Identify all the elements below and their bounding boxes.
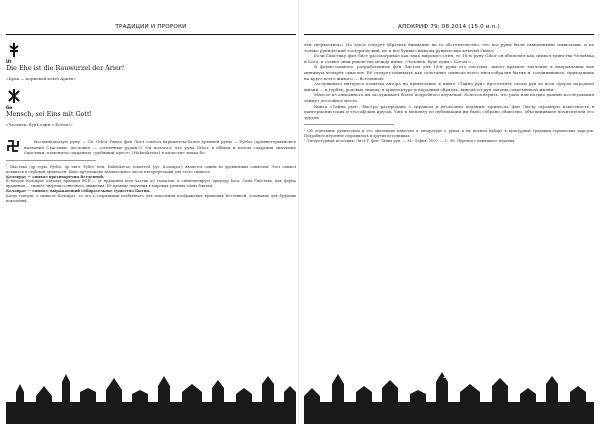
rune-ge-label: Ge bbox=[6, 104, 13, 110]
rune-ut-icon bbox=[6, 42, 22, 58]
left-skyline-decoration bbox=[6, 362, 296, 424]
rune-ge-icon bbox=[6, 88, 22, 104]
fyrfos-paragraph: Восемнадцатую руну — Ge, Gibor Гвидо фон Лист считал вариантом более древней руны — Fyrfos (древнегерманское название Свастики, дословно — «огненные ручки»). Он полагал, что руна Gibor, в общем и целом сохранив значение Свастики, изменила сохранить «рубящий крест» (Hakenkreuz) в качестве знака бо- bbox=[24, 139, 296, 156]
left-running-header: ТРАДИЦИИ И ПРОРОКИ bbox=[115, 24, 187, 30]
note1-heading: Коловрат — символ противоречия Вселенной. bbox=[6, 174, 105, 179]
note1-body: В начале Коловрат означал принцип ВСЁ — от вращения всех частиц до галактик, и символизирует природу Бога. Сама Свастика, как форма вращения — символ энергии солнечного движения. Её древние значения в мировых учениях очень близки. bbox=[6, 179, 296, 189]
rune-ut-caption: «Брак — корневой ключ Ариев» bbox=[6, 76, 76, 81]
rune-ut-label: Ut bbox=[6, 59, 12, 64]
right-header-rule bbox=[304, 34, 594, 35]
footnote-main: ¹ Свастика (др.-герм. Fyrfos, др.-англ. Fylfot, нем. Hakenkreuz, tomerrod, рус. Коловрат), является одним из древнейших символов. Этот символ появился в глубокой древности. Было предложено значительное число интерпретаций для этого символа. bbox=[6, 164, 296, 174]
left-page bbox=[6, 0, 296, 424]
right-para-2: Если Свастику фон Лист рассматривал как знак мирового огня, то 18-ю руну Gibor он объяснял как символ единства Человека и Бога, и ставил знак равенства между ними: «Человек, будь един с Богом!». bbox=[304, 53, 594, 64]
right-notes-2: ² Литературный источник: Лист Г. фон. Тайна рун. — М.: Софья, 2007. — С. 96. Перевод с немецкого издания. bbox=[304, 138, 516, 143]
right-para-5: Многое из описанного им заслуживает более подробного изучения. Хочется верить, что рано или поздно данные исследования займут достойное место. bbox=[304, 92, 594, 103]
right-para-3: В форме-символе, разработанные фон Листом для 18-й руны его системы, имеет краткое значение в направлении как минимум четырёх смыслов. Её следует понимать как сочетание символа всего многообразия бытия и, соединившись, приходящих на круге всего живого — Вселенной. bbox=[304, 64, 594, 81]
right-column bbox=[304, 42, 594, 144]
right-page bbox=[304, 0, 594, 424]
right-notes: ¹ Об отдельных руническом и его значениях известно в литературе о рунах и их полном наборе в культурной традиции германских народов. Подробное изучение сохранилось в других источниках. bbox=[304, 129, 594, 139]
right-para-4: Заслуживает интереса попытка автора на примечание к книге «Тайна рун» проследить следы рун во всех сферах народной жизни — в гербах, родовых знаках, в архитектуре и народных обрядах, выводя из рун законы современной жизни. bbox=[304, 81, 594, 92]
left-column bbox=[6, 42, 296, 203]
rune-ge-caption: «Человек, будь един с Богом!» bbox=[6, 121, 73, 127]
right-para-1: лек сверхального. Но здесь следует обратить внимание на то обстоятельство, что все руны были священными символами, и не только рунический эзотерический, но и все буквы-символы рунических ключей Гвидо. bbox=[304, 42, 594, 53]
rune-ut-text: Die Ehe ist die Rauwurzel der Arier! bbox=[6, 64, 125, 72]
left-page-number: 142 bbox=[144, 373, 158, 380]
right-skyline-decoration bbox=[304, 362, 594, 424]
fyrfos-paragraph-row bbox=[6, 139, 296, 156]
fyrfos-icon bbox=[6, 139, 20, 153]
right-footnote-rule bbox=[304, 124, 394, 125]
left-header-rule bbox=[6, 34, 296, 35]
gutter bbox=[298, 0, 299, 424]
footnote-rule bbox=[6, 160, 96, 161]
note2-heading: Коловрат — символ, выражающий собирательное существо Бытия. bbox=[6, 188, 151, 193]
right-running-header: АПОКРИФ 79: 08.2014 (15.0 и.п.) bbox=[398, 24, 500, 30]
right-page-number: 143 bbox=[442, 373, 456, 380]
rune-ge-text: Mensch, sei Eins mit Gott! bbox=[6, 109, 93, 118]
note2-body: Когда говорят о символе Коловрат, то это о сохранении необычного для поколений изображения вращения Вселенной, основание для будущих поколений. bbox=[6, 193, 296, 203]
right-para-6: Книга «Тайна рун», быстро распродана с тиражом в несколько изданий, принесла фон Листу огромную известность в пангерманистских и теософских кругах. Уже к моменту ее публикации им было собрано общество, объединившее почитателей его трудов. bbox=[304, 103, 594, 120]
